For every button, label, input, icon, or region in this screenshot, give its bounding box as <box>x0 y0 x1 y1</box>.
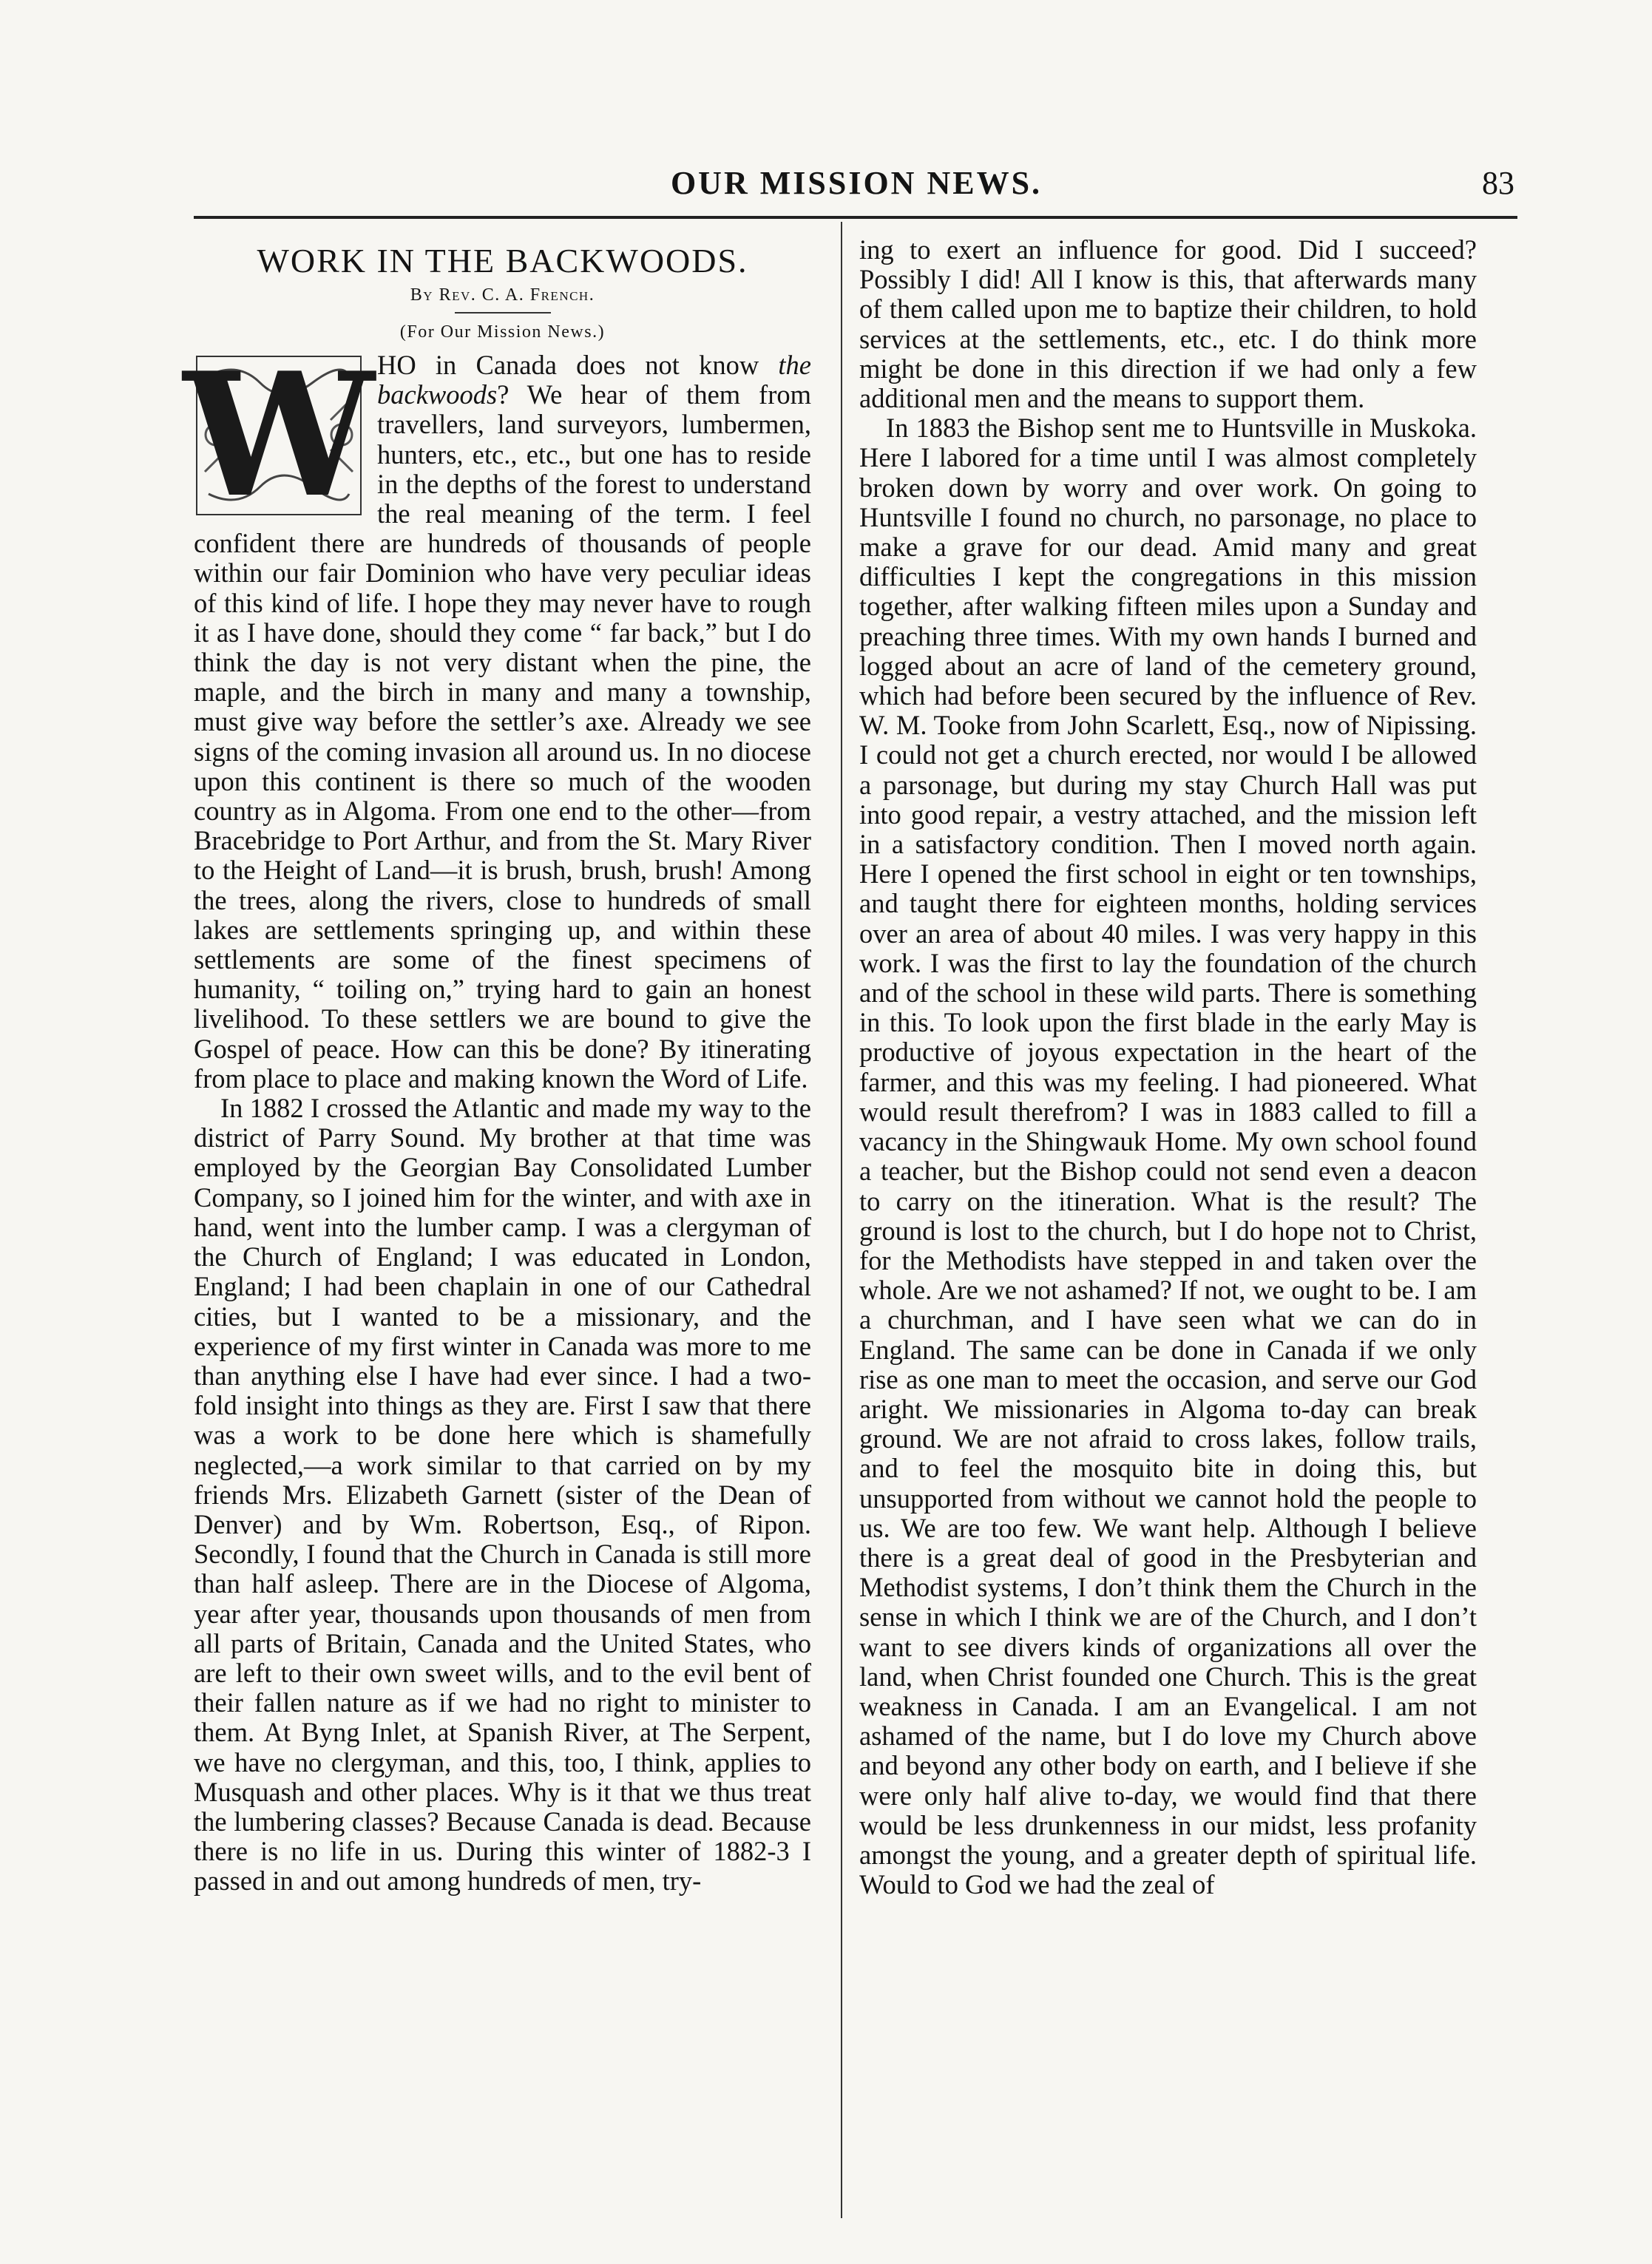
header-rule <box>194 216 1517 219</box>
p1-text-b: ? We hear of them from travellers, land surveyors, lumbermen, hunters, etc., etc., but one has to reside in the depths of the forest to understand the real meaning of the term. I feel confident there are hundreds of thousands of people within our fair Dominion who have very peculiar ideas of this kind of life. I hope they may never have to rough it as I have done, should they come “ far back,” but I do think the day is not very distant when the pine, the maple, and the birch in many and many a township, must give way before the settler’s axe. Already we see signs of the coming invasion all around us. In no diocese upon this continent is there so much of the wooden country as in Algoma. From one end to the other—from Bracebridge to Port Arthur, and from the St. Mary River to the Height of Land—it is brush, brush, brush! Among the trees, along the rivers, close to hundreds of small lakes are settlements springing up, and within these settlements are some of the finest specimens of humanity, “ toiling on,” trying hard to gain an honest livelihood. To these settlers we are bound to give the Gospel of peace. How can this be done? By itinerating from place to place and making known the Word of Life. <box>194 379 811 1094</box>
article-byline: By Rev. C. A. French. <box>410 285 595 305</box>
drop-cap-letter: W <box>183 336 375 535</box>
page-number: 83 <box>1482 165 1514 201</box>
right-column <box>859 235 1477 1899</box>
running-title: OUR MISSION NEWS. <box>670 165 1043 201</box>
left-column <box>183 235 811 1897</box>
paragraph-2-continued: ing to exert an influence for good. Did I succeed? Possibly I did! All I know is this, that afterwards many of them called upon me to baptize their children, to hold services at the settlements, etc., etc. I do think more might be done in this direction if we had only a few additional men and the means to support them. <box>859 234 1477 414</box>
article-title: WORK IN THE BACKWOODS. <box>257 242 748 279</box>
p1-text-a: HO in Canada does not know <box>377 350 779 380</box>
paragraph-1 <box>183 336 811 1094</box>
p1-italic-backwoods: the backwoods <box>377 350 811 410</box>
paragraph-3: In 1883 the Bishop sent me to Huntsville in Muskoka. Here I labored for a time until I was almost completely broken down by worry and over work. On going to Huntsville I found no church, no parsonage, no place to make a grave for our dead. Amid many and great difficulties I kept the congregations in this mission together, after walking fifteen miles upon a Sunday and preaching three times. With my own hands I burned and logged about an acre of land of the cemetery ground, which had before been secured by the influence of Rev. W. M. Tooke from John Scarlett, Esq., now of Nipissing. I could not get a church erected, nor would I be allowed a parsonage, but during my stay Church Hall was put into good repair, a vestry attached, and the mission left in a satisfactory condition. Then I moved north again. Here I opened the first school in eight or ten townships, and taught there for eighteen months, holding services over an area of about 40 miles. I was very happy in this work. I was the first to lay the foundation of the church and of the school in these wild parts. There is something in this. To look upon the first blade in the early May is productive of joyous expectation in the heart of the farmer, and this was my feeling. I had pioneered. What would result therefrom? I was in 1883 called to fill a vacancy in the Shingwauk Home. My own school found a teacher, but the Bishop could not send even a deacon to carry on the itineration. What is the result? The ground is lost to the church, but I do hope not to Christ, for the Methodists have stepped in and taken over the whole. Are we not ashamed? If not, we ought to be. I am a churchman, and I have seen what we can do in England. The same can be done in Canada if we only rise as one man to meet the occasion, and serve our God aright. We missionaries in Algoma to-day can break ground. We are not afraid to cross lakes, follow trails, and to feel the mosquito bite in doing this, but unsupported from without we cannot hold the people to us. We are too few. We want help. Although I believe there is a great deal of good in the Presbyterian and Methodist systems, I don’t think them the Church in the sense in which I think we are of the Church, and I don’t want to see divers kinds of organizations all over the land, when Christ founded one Church. This is the great weakness in Canada. I am an Evangelical. I am not ashamed of the name, but I do love my Church above and beyond any other body on earth, and I believe if she were only half alive to-day, we would find that there would be less drunkenness in our midst, less profanity amongst the young, and a greater depth of spiritual life. Would to God we had the zeal of <box>859 413 1477 1900</box>
paragraph-2: In 1882 I crossed the Atlantic and made my way to the district of Parry Sound. My brother at that time was employed by the Georgian Bay Consolidated Lumber Company, so I joined him for the winter, and with axe in hand, went into the lumber camp. I was a clergyman of the Church of England; I was educated in London, England; I had been chaplain in one of our Cathedral cities, but I wanted to be a missionary, and the experience of my first winter in Canada was more to me than anything else I have had ever since. I had a two-fold insight into things as they are. First I saw that there was a work to be done here which is shamefully neglected,—a work similar to that carried on by my friends Mrs. Elizabeth Garnett (sister of the Dean of Denver) and by Wm. Robertson, Esq., of Ripon. Secondly, I found that the Church in Canada is still more than half asleep. There are in the Diocese of Algoma, year after year, thousands upon thousands of men from all parts of Britain, Canada and the United States, who are left to their own sweet wills, and to the evil bent of their fallen nature as if we had no right to minister to them. At Byng Inlet, at Spanish River, at The Serpent, we have no clergyman, and this, too, I think, applies to Musquash and other places. Why is it that we thus treat the lumbering classes? Because Canada is dead. Because there is no life in us. During this winter of 1882-3 I passed in and out among hundreds of men, try- <box>194 1093 811 1897</box>
page-header <box>198 164 1514 209</box>
column-divider <box>841 222 842 2218</box>
byline-rule <box>455 312 551 313</box>
source-note: (For Our Mission News.) <box>399 322 606 342</box>
drop-cap-ornament <box>183 336 375 535</box>
